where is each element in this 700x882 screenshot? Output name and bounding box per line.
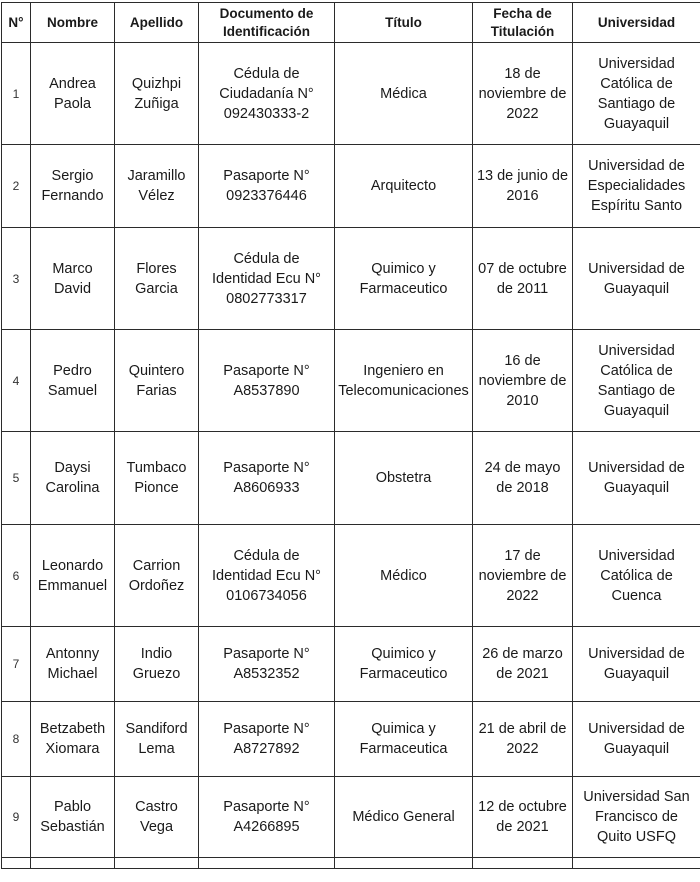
table-row	[2, 702, 700, 777]
empty-cell	[31, 858, 115, 869]
universidad-cell: Universidad de Especialidades Espíritu Santo	[573, 145, 700, 228]
documento-cell: Pasaporte N° A8532352	[199, 627, 335, 702]
row-number: 9	[2, 777, 31, 858]
fecha-cell: 24 de mayo de 2018	[473, 432, 573, 525]
universidad-cell: Universidad Católica de Santiago de Guayaquil	[573, 330, 700, 432]
nombre-cell: Leonardo Emmanuel	[31, 525, 115, 627]
table-row	[2, 627, 700, 702]
apellido-cell: Tumbaco Pionce	[115, 432, 199, 525]
titulo-cell: Médico	[335, 525, 473, 627]
table-row	[2, 145, 700, 228]
universidad-cell: Universidad de Guayaquil	[573, 627, 700, 702]
header-documento: Documento de Identificación	[199, 3, 335, 43]
titulo-cell: Arquitecto	[335, 145, 473, 228]
documento-cell: Pasaporte N° A4266895	[199, 777, 335, 858]
table-row-cut-off	[2, 858, 700, 869]
row-number: 2	[2, 145, 31, 228]
table-row	[2, 525, 700, 627]
row-number: 3	[2, 228, 31, 330]
titulo-cell: Obstetra	[335, 432, 473, 525]
documento-cell: Cédula de Identidad Ecu N° 0802773317	[199, 228, 335, 330]
table-row	[2, 43, 700, 145]
universidad-cell: Universidad Católica de Santiago de Guayaquil	[573, 43, 700, 145]
table-row	[2, 330, 700, 432]
titulo-cell: Médico General	[335, 777, 473, 858]
graduates-table	[1, 2, 700, 869]
header-apellido: Apellido	[115, 3, 199, 43]
table-row	[2, 228, 700, 330]
documento-cell: Pasaporte N° 0923376446	[199, 145, 335, 228]
titulo-cell: Ingeniero en Telecomunicaciones	[335, 330, 473, 432]
documento-cell: Cédula de Identidad Ecu N° 0106734056	[199, 525, 335, 627]
empty-cell	[2, 858, 31, 869]
nombre-cell: Marco David	[31, 228, 115, 330]
titulo-cell: Quimico y Farmaceutico	[335, 228, 473, 330]
universidad-cell: Universidad de Guayaquil	[573, 228, 700, 330]
nombre-cell: Pedro Samuel	[31, 330, 115, 432]
table-row	[2, 432, 700, 525]
apellido-cell: Indio Gruezo	[115, 627, 199, 702]
header-fecha: Fecha de Titulación	[473, 3, 573, 43]
universidad-cell: Universidad de Guayaquil	[573, 432, 700, 525]
row-number: 4	[2, 330, 31, 432]
apellido-cell: Jaramillo Vélez	[115, 145, 199, 228]
nombre-cell: Sergio Fernando	[31, 145, 115, 228]
fecha-cell: 17 de noviembre de 2022	[473, 525, 573, 627]
nombre-cell: Antonny Michael	[31, 627, 115, 702]
documento-cell: Pasaporte N° A8537890	[199, 330, 335, 432]
documento-cell: Cédula de Ciudadanía N° 092430333-2	[199, 43, 335, 145]
nombre-cell: Daysi Carolina	[31, 432, 115, 525]
universidad-cell: Universidad de Guayaquil	[573, 702, 700, 777]
fecha-cell: 16 de noviembre de 2010	[473, 330, 573, 432]
documento-cell: Pasaporte N° A8606933	[199, 432, 335, 525]
fecha-cell: 07 de octubre de 2011	[473, 228, 573, 330]
fecha-cell: 18 de noviembre de 2022	[473, 43, 573, 145]
empty-cell	[335, 858, 473, 869]
fecha-cell: 13 de junio de 2016	[473, 145, 573, 228]
apellido-cell: Quintero Farias	[115, 330, 199, 432]
table-row	[2, 777, 700, 858]
empty-cell	[573, 858, 700, 869]
apellido-cell: Carrion Ordoñez	[115, 525, 199, 627]
fecha-cell: 12 de octubre de 2021	[473, 777, 573, 858]
empty-cell	[115, 858, 199, 869]
fecha-cell: 26 de marzo de 2021	[473, 627, 573, 702]
apellido-cell: Castro Vega	[115, 777, 199, 858]
universidad-cell: Universidad San Francisco de Quito USFQ	[573, 777, 700, 858]
row-number: 6	[2, 525, 31, 627]
row-number: 5	[2, 432, 31, 525]
apellido-cell: Flores Garcia	[115, 228, 199, 330]
apellido-cell: Quizhpi Zuñiga	[115, 43, 199, 145]
universidad-cell: Universidad Católica de Cuenca	[573, 525, 700, 627]
header-universidad: Universidad	[573, 3, 700, 43]
header-num: N°	[2, 3, 31, 43]
table-header-row	[2, 3, 700, 43]
row-number: 1	[2, 43, 31, 145]
empty-cell	[199, 858, 335, 869]
titulo-cell: Médica	[335, 43, 473, 145]
titulo-cell: Quimico y Farmaceutico	[335, 627, 473, 702]
nombre-cell: Andrea Paola	[31, 43, 115, 145]
row-number: 8	[2, 702, 31, 777]
apellido-cell: Sandiford Lema	[115, 702, 199, 777]
header-titulo: Título	[335, 3, 473, 43]
row-number: 7	[2, 627, 31, 702]
empty-cell	[473, 858, 573, 869]
fecha-cell: 21 de abril de 2022	[473, 702, 573, 777]
documento-cell: Pasaporte N° A8727892	[199, 702, 335, 777]
nombre-cell: Betzabeth Xiomara	[31, 702, 115, 777]
titulo-cell: Quimica y Farmaceutica	[335, 702, 473, 777]
nombre-cell: Pablo Sebastián	[31, 777, 115, 858]
header-nombre: Nombre	[31, 3, 115, 43]
